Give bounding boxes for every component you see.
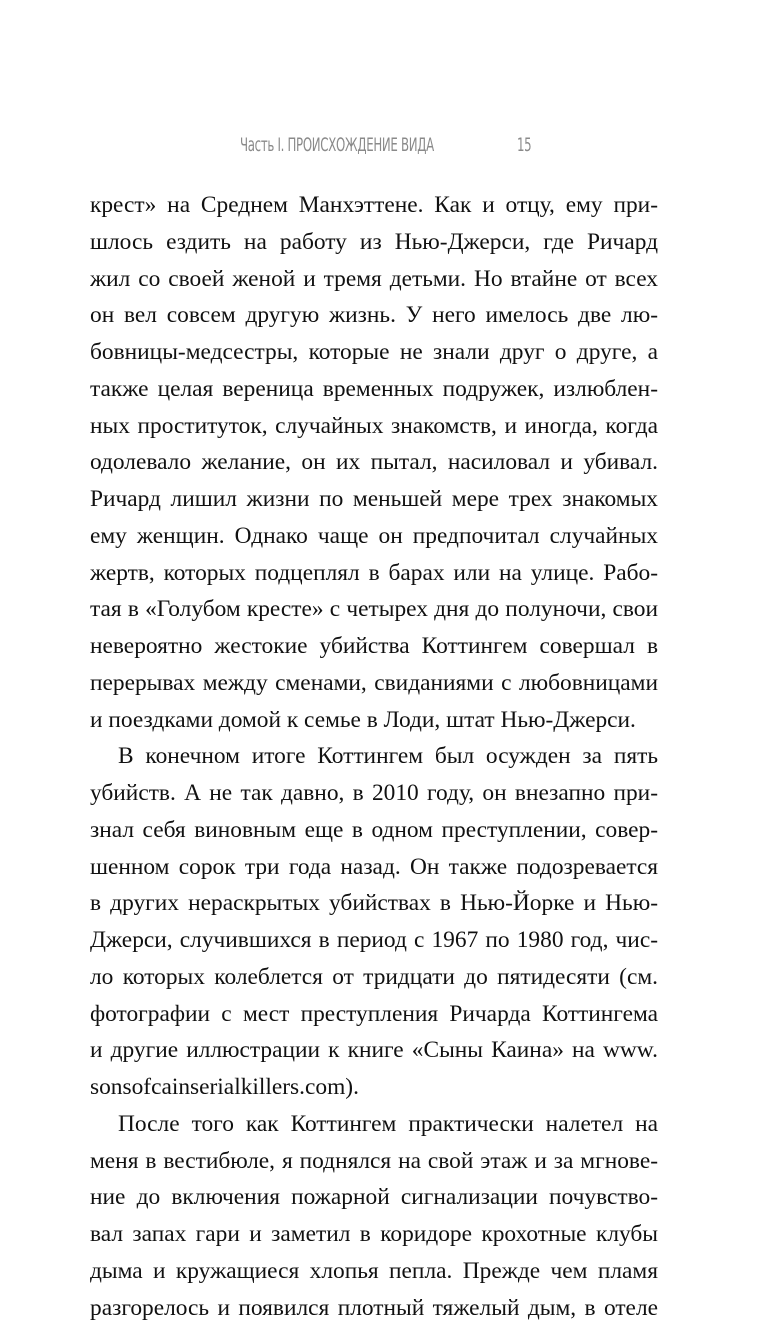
text-line: ных проституток, случайных знакомств, и иногда, когда (90, 408, 658, 445)
text-line: Ричард лишил жизни по меньшей мере трех знакомых (90, 481, 658, 518)
paragraph-3 (90, 1106, 658, 1326)
text-line: перерывах между сменами, свиданиями с любовницами (90, 665, 658, 702)
section-title: Часть I. ПРОИСХОЖДЕНИЕ ВИДА (240, 134, 434, 156)
text-line: sonsofcainserialkillers.com). (90, 1069, 658, 1106)
paragraph-1 (90, 187, 658, 738)
text-line: также целая вереница временных подружек, излюблен- (90, 371, 658, 408)
text-line: крест» на Среднем Манхэттене. Как и отцу, ему при- (90, 187, 658, 224)
text-line: убийств. А не так давно, в 2010 году, он внезапно при- (90, 775, 658, 812)
text-line: в других нераскрытых убийствах в Нью-Йорке и Нью- (90, 885, 658, 922)
text-line: шенном сорок три года назад. Он также подозревается (90, 849, 658, 886)
page-number: 15 (517, 134, 531, 156)
text-line: фотографии с мест преступления Ричарда Коттингема (90, 996, 658, 1033)
text-line: ние до включения пожарной сигнализации почувство- (90, 1179, 658, 1216)
text-line: знал себя виновным еще в одном преступлении, совер- (90, 812, 658, 849)
text-line: жил со своей женой и тремя детьми. Но втайне от всех (90, 261, 658, 298)
text-line: ло которых колеблется от тридцати до пятидесяти (см. (90, 959, 658, 996)
text-line: жертв, которых подцеплял в барах или на улице. Рабо- (90, 555, 658, 592)
text-line: вал запах гари и заметил в коридоре крохотные клубы (90, 1216, 658, 1253)
text-line: тая в «Голубом кресте» с четырех дня до полуночи, свои (90, 591, 658, 628)
running-head (0, 134, 768, 164)
text-line: бовницы-медсестры, которые не знали друг о друге, а (90, 334, 658, 371)
text-line: дыма и кружащиеся хлопья пепла. Прежде чем пламя (90, 1253, 658, 1290)
text-line: шлось ездить на работу из Нью-Джерси, где Ричард (90, 224, 658, 261)
text-line: и другие иллюстрации к книге «Сыны Каина» на www. (90, 1032, 658, 1069)
text-line: В конечном итоге Коттингем был осужден за пять (90, 738, 658, 775)
text-line: он вел совсем другую жизнь. У него имелось две лю- (90, 297, 658, 334)
text-line: меня в вестибюле, я поднялся на свой этаж и за мгнове- (90, 1143, 658, 1180)
paragraph-2 (90, 738, 658, 1106)
text-line: невероятно жестокие убийства Коттингем совершал в (90, 628, 658, 665)
text-line: Джерси, случившихся в период с 1967 по 1980 год, чис- (90, 922, 658, 959)
text-line: После того как Коттингем практически налетел на (90, 1106, 658, 1143)
text-line: одолевало желание, он их пытал, насиловал и убивал. (90, 444, 658, 481)
text-line: разгорелось и появился плотный тяжелый дым, в отеле (90, 1290, 658, 1326)
body-text (90, 187, 658, 1326)
text-line: ему женщин. Однако чаще он предпочитал случайных (90, 518, 658, 555)
text-line: и поездками домой к семье в Лоди, штат Нью-Джерси. (90, 702, 658, 739)
